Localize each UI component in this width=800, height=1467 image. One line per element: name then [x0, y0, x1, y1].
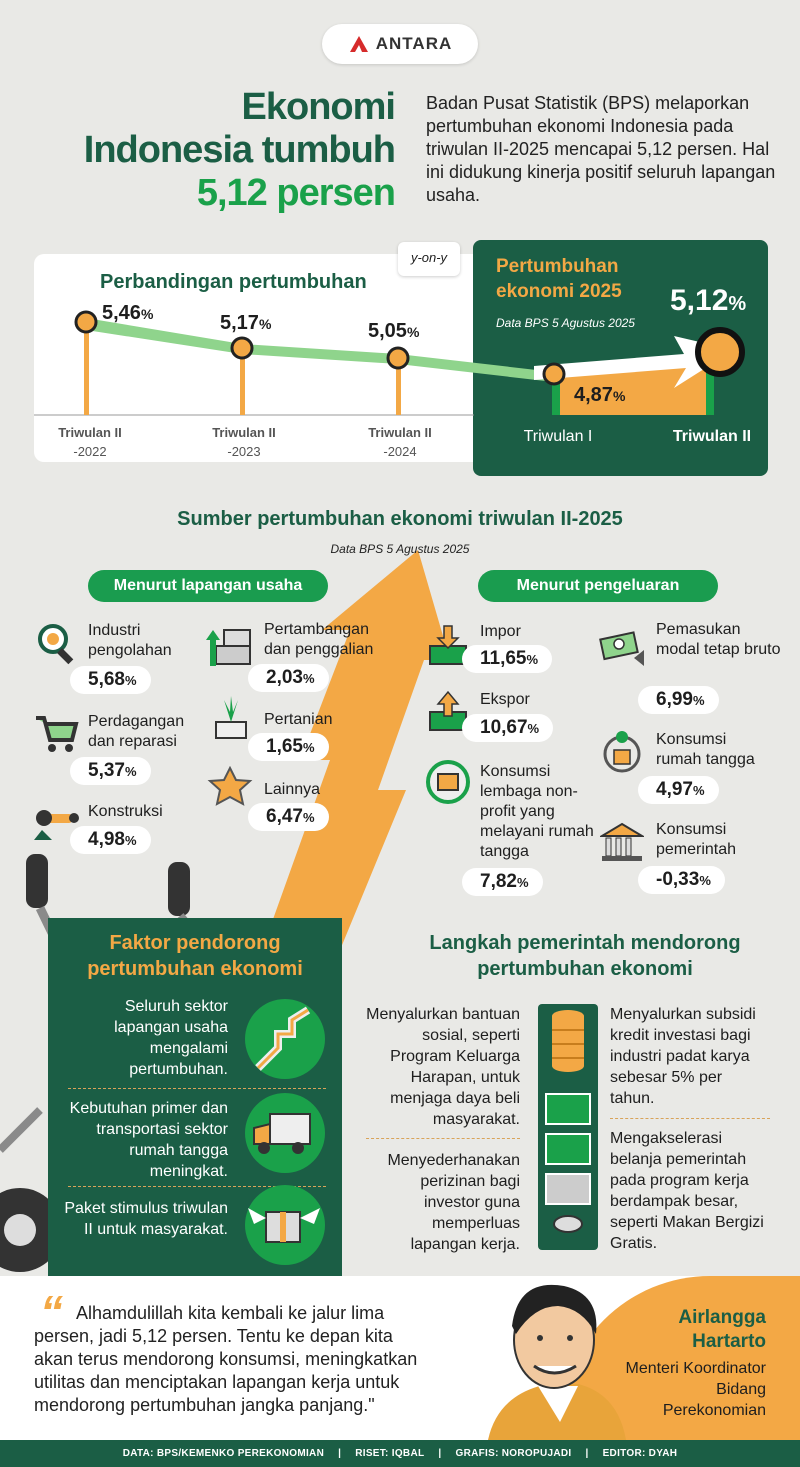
- gov-steps-title-line1: Langkah pemerintah mendorong: [429, 932, 741, 954]
- sector-label-perdagangan: Perdagangan dan reparasi: [88, 713, 185, 750]
- value-2022: [102, 302, 153, 325]
- sector-value-konstruksi-unit: %: [124, 833, 137, 848]
- exp-value-impor-number: 11,65: [480, 648, 527, 669]
- exp-value-pemerintah-number: -0,33: [656, 869, 700, 890]
- sector-label-industri: Industri pengolahan: [88, 622, 172, 659]
- footer-data: DATA: BPS/KEMENKO PEREKONOMIAN: [122, 1448, 325, 1459]
- title-line-3: 5,12 persen: [196, 172, 395, 214]
- exp-value-pemerintah: [638, 866, 725, 894]
- exp-value-pmtb-unit: %: [692, 693, 705, 708]
- exp-value-ekspor-number: 10,67: [480, 717, 528, 738]
- comparison-title: Perbandingan pertumbuhan: [100, 271, 367, 293]
- exp-value-rt: [638, 776, 719, 804]
- value-q1-2025: [574, 384, 625, 407]
- gov-divider-left: [366, 1138, 520, 1139]
- sector-value-industri: [70, 666, 151, 694]
- nonprofit-icon: [424, 758, 472, 806]
- value-q1-number: 4,87: [574, 384, 613, 406]
- intro-text: Badan Pusat Statistik (BPS) melaporkan pertumbuhan ekonomi Indonesia pada triwulan II-2025 mencapai 5,12 persen. Hal ini didukung kinerja positif seluruh lapangan usaha.: [426, 93, 776, 205]
- exp-label-ekspor: Ekspor: [480, 691, 530, 708]
- point-2024: [388, 348, 408, 368]
- exp-label-nonprofit: Konsumsi lembaga non-profit yang melayani rumah tangga: [480, 763, 594, 860]
- exp-value-rt-unit: %: [692, 783, 705, 798]
- gov-step-left-1: Menyalurkan bantuan sosial, seperti Program Keluarga Harapan, untuk menjaga daya beli masyarakat.: [366, 1006, 520, 1128]
- value-q1-unit: %: [612, 388, 626, 404]
- speaker-role: [600, 1358, 766, 1421]
- sector-value-pertambangan-number: 2,03: [266, 667, 303, 688]
- sector-value-konstruksi: [70, 826, 151, 854]
- drivers-title-line1: Faktor pendorong: [109, 932, 281, 954]
- sector-value-pertanian-unit: %: [302, 740, 315, 755]
- sector-label-pertanian: Pertanian: [264, 711, 333, 728]
- value-2024-number: 5,05: [368, 320, 407, 342]
- gov-step-left-2: Menyederhanakan perizinan bagi investor guna memperluas lapangan kerja.: [387, 1152, 520, 1253]
- xlabel-2022-line1: Triwulan II: [58, 425, 122, 440]
- value-q2-number: 5,12: [670, 284, 729, 317]
- value-q2-2025: [670, 284, 746, 318]
- exp-value-pemerintah-unit: %: [699, 873, 711, 888]
- point-q2-2025: [698, 330, 742, 374]
- mining-icon: [206, 622, 254, 668]
- value-2024-unit: %: [406, 324, 420, 340]
- exp-value-pmtb: [638, 686, 719, 714]
- sources-note: Data BPS 5 Agustus 2025: [330, 542, 470, 556]
- antara-logo: [322, 24, 478, 64]
- exp-value-impor: [462, 645, 552, 673]
- government-building-icon: [600, 820, 644, 864]
- speaker-name: [600, 1306, 766, 1354]
- footer-sep-1: |: [338, 1448, 342, 1459]
- sector-label-lainnya: Lainnya: [264, 781, 321, 798]
- magnifier-gear-icon: [34, 620, 80, 666]
- quote-text: Alhamdulillah kita kembali ke jalur lima persen, jadi 5,12 persen. Tentu ke depan kita akan terus mendorong konsumsi, meningkatkan utilitas dan menciptakan lapangan kerja untuk mendorong pertumbuhan jangka panjang.": [34, 1303, 418, 1415]
- value-2023-unit: %: [258, 316, 272, 332]
- gov-steps-title: [380, 930, 790, 982]
- value-2022-unit: %: [140, 306, 154, 322]
- value-2024: [368, 320, 419, 343]
- exp-value-impor-unit: %: [526, 652, 539, 667]
- xlabel-2023: [194, 423, 294, 461]
- exp-value-ekspor-unit: %: [527, 721, 540, 736]
- footer-grafis: GRAFIS: NOROPUJADI: [455, 1448, 572, 1459]
- gov-steps-title-line2: pertumbuhan ekonomi: [477, 958, 693, 980]
- household-icon: [600, 728, 644, 774]
- sector-value-lainnya-number: 6,47: [266, 806, 303, 827]
- exp-value-nonprofit: [462, 868, 543, 896]
- title-line-2: Indonesia tumbuh: [83, 129, 395, 171]
- xlabel-2023-line2: -2023: [227, 444, 261, 459]
- page-title: [20, 86, 395, 215]
- xlabel-2023-line1: Triwulan II: [212, 425, 276, 440]
- coin-stack-graphic: [532, 1004, 604, 1250]
- point-q1-2025: [544, 364, 564, 384]
- shopping-cart-icon: [32, 710, 80, 754]
- exp-label-pmtb: Pemasukan modal tetap bruto: [656, 621, 781, 658]
- footer-sep-2: |: [438, 1448, 442, 1459]
- footer-sep-3: |: [585, 1448, 589, 1459]
- sector-value-pertanian: [248, 733, 329, 761]
- xlabel-2024-line1: Triwulan II: [368, 425, 432, 440]
- speaker-role-line3: Perekonomian: [662, 1402, 766, 1419]
- yoy-label: y-on-y: [410, 250, 448, 265]
- sector-value-pertambangan-unit: %: [302, 671, 315, 686]
- sector-value-lainnya-unit: %: [302, 810, 315, 825]
- gov-divider-right: [610, 1118, 770, 1119]
- sector-header: Menurut lapangan usaha: [88, 570, 328, 602]
- value-2022-number: 5,46: [102, 302, 141, 324]
- xlabel-2022-line2: -2022: [73, 444, 107, 459]
- footer-editor: EDITOR: DYAH: [602, 1448, 678, 1459]
- point-2022: [76, 312, 96, 332]
- exp-value-pmtb-number: 6,99: [656, 689, 693, 710]
- driver-text-3: Paket stimulus triwulan II untuk masyarakat.: [64, 1200, 228, 1238]
- xlabel-2024-line2: -2024: [383, 444, 417, 459]
- quote-mark-icon: “: [40, 1286, 63, 1338]
- sector-value-perdagangan-unit: %: [124, 764, 137, 779]
- exp-value-nonprofit-unit: %: [516, 875, 529, 890]
- winged-box-icon: [244, 1184, 326, 1266]
- value-2023-number: 5,17: [220, 312, 259, 334]
- gov-step-right-2: Mengakselerasi belanja pemerintah pada program kerja berdampak besar, seperti Makan Bergizi Gratis.: [610, 1130, 764, 1252]
- expenditure-header: Menurut pengeluaran: [478, 570, 718, 602]
- value-2023: [220, 312, 271, 335]
- speaker-name-line2: Hartarto: [692, 1331, 766, 1352]
- exp-value-nonprofit-number: 7,82: [480, 871, 517, 892]
- title-line-1: Ekonomi: [241, 86, 395, 128]
- exp-label-pemerintah: Konsumsi pemerintah: [656, 821, 737, 858]
- drivers-title-line2: pertumbuhan ekonomi: [87, 958, 303, 980]
- driver-text-2: Kebutuhan primer dan transportasi sektor rumah tangga meningkat.: [69, 1100, 228, 1180]
- gov-step-right-1: Menyalurkan subsidi kredit investasi bagi industri padat karya sebesar 5% per tahun.: [610, 1006, 756, 1107]
- sector-value-industri-unit: %: [124, 673, 137, 688]
- growth-2025-source: Data BPS 5 Agustus 2025: [496, 316, 635, 330]
- drivers-title: [48, 930, 342, 982]
- xlabel-2024: [350, 423, 450, 461]
- sector-value-perdagangan-number: 5,37: [88, 760, 125, 781]
- speaker-role-line1: Menteri Koordinator: [625, 1360, 766, 1377]
- plant-icon: [210, 694, 252, 740]
- xlabel-q2-2025: Triwulan II: [672, 428, 752, 445]
- exp-value-rt-number: 4,97: [656, 779, 693, 800]
- exp-label-rt: Konsumsi rumah tangga: [656, 731, 755, 768]
- antara-mark-icon: [348, 34, 370, 54]
- sector-value-perdagangan: [70, 757, 151, 785]
- truck-icon: [244, 1092, 326, 1174]
- sector-label-pertambangan: Pertambangan dan penggalian: [264, 621, 374, 658]
- exp-value-ekspor: [462, 714, 553, 742]
- exp-label-impor: Impor: [480, 623, 521, 640]
- growth-2025-title-line2: ekonomi 2025: [496, 281, 622, 302]
- sector-value-pertanian-number: 1,65: [266, 736, 303, 757]
- star-icon: [206, 766, 254, 806]
- sector-label-konstruksi: Konstruksi: [88, 803, 163, 820]
- xlabel-2022: [40, 423, 140, 461]
- growth-chart-icon: [244, 998, 326, 1080]
- sector-value-industri-number: 5,68: [88, 669, 125, 690]
- sector-value-konstruksi-number: 4,98: [88, 829, 125, 850]
- stem-2022: [84, 324, 89, 415]
- money-stack-icon: [598, 622, 648, 668]
- point-2023: [232, 338, 252, 358]
- value-q2-unit: %: [728, 293, 747, 315]
- xlabel-q1-2025: Triwulan I: [523, 428, 593, 445]
- driver-text-1: Seluruh sektor lapangan usaha mengalami pertumbuhan.: [114, 998, 228, 1078]
- driver-divider-1: [68, 1088, 326, 1089]
- brand-name: ANTARA: [375, 34, 453, 53]
- speaker-name-line1: Airlangga: [678, 1307, 766, 1328]
- sector-value-lainnya: [248, 803, 329, 831]
- sources-title: Sumber pertumbuhan ekonomi triwulan II-2025: [177, 508, 623, 530]
- footer-bar: [0, 1440, 800, 1467]
- speaker-role-line2: Bidang: [716, 1381, 766, 1398]
- growth-2025-title-line1: Pertumbuhan: [496, 256, 619, 277]
- sector-value-pertambangan: [248, 664, 329, 692]
- footer-riset: RISET: IQBAL: [355, 1448, 425, 1459]
